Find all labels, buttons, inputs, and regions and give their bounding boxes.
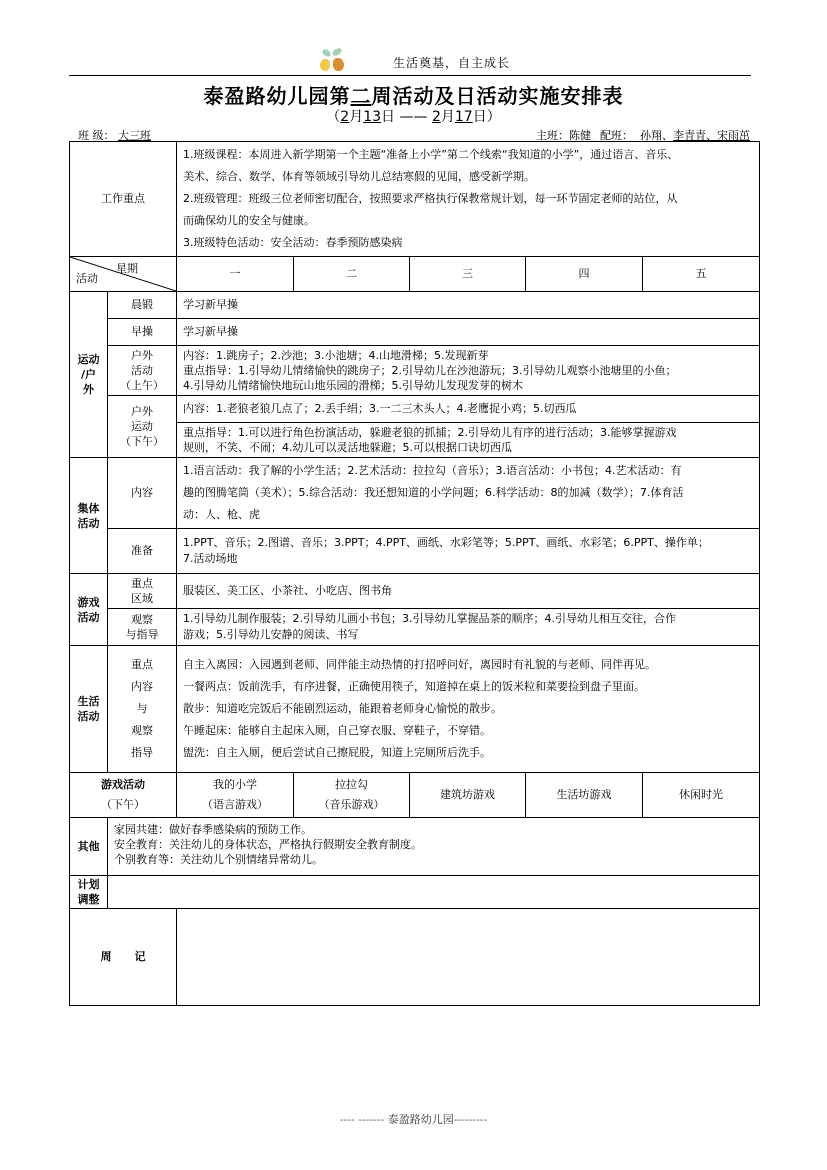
plan-adjust-label bbox=[70, 876, 108, 909]
others-row bbox=[70, 818, 760, 876]
label-line: （下午） bbox=[120, 435, 164, 448]
label-line: 生活 bbox=[77, 695, 100, 708]
header-logo bbox=[318, 44, 350, 74]
weekday-header-row bbox=[70, 257, 760, 292]
page-footer bbox=[0, 1111, 827, 1127]
outdoor-am-label bbox=[108, 346, 177, 396]
label-line: 集体 bbox=[77, 501, 100, 515]
plan-adjust-row bbox=[70, 876, 760, 909]
label-line: 活动 bbox=[77, 610, 100, 624]
work-focus-line: 3.班级特色活动：安全活动：春季预防感染病 bbox=[183, 236, 403, 249]
assistants-underlined: 李青青、宋雨茁 bbox=[673, 129, 750, 142]
morning-exercise-label: 晨锻 bbox=[108, 292, 177, 319]
work-focus-line: 美术、综合、数学、体育等领域引导幼儿总结寒假的见闻，感受新学期。 bbox=[183, 170, 535, 183]
game-observation-row bbox=[70, 609, 760, 646]
afternoon-game-thu: 生活坊游戏 bbox=[526, 773, 643, 818]
content-line: 自主入离园：入园遇到老师、同伴能主动热情的打招呼问好，离园时有礼貌的与老师、同伴再见。 bbox=[183, 658, 656, 671]
content-line: 1.引导幼儿制作服装；2.引导幼儿画小书包；3.引导幼儿掌握品茶的顺序；4.引导幼儿相互交往，合作 bbox=[183, 612, 676, 625]
content-line: 4.引导幼儿情绪愉快地玩山地乐园的滑梯；5.引导幼儿发现发芽的树木 bbox=[183, 379, 523, 392]
afternoon-games-row bbox=[70, 773, 760, 818]
game-type: （语言游戏） bbox=[202, 798, 268, 811]
weekly-notes-content[interactable] bbox=[177, 909, 760, 1006]
label-line: 内容 bbox=[131, 680, 153, 693]
group-content bbox=[177, 458, 760, 529]
footer-dash: --------- bbox=[453, 1113, 488, 1126]
teachers-info: 主班：陈健_ 配班： 孙翔、李青青、宋雨茁 bbox=[536, 129, 750, 142]
start-month: 2 bbox=[340, 109, 350, 125]
label-line: （下午） bbox=[101, 798, 145, 811]
content-line: 个别教育等：关注幼儿个别情绪异常幼儿。 bbox=[114, 853, 323, 866]
flower-logo-icon bbox=[318, 48, 350, 74]
head-teacher-label: 主班： bbox=[536, 129, 569, 142]
group-content-label: 内容 bbox=[108, 458, 177, 529]
group-content-row bbox=[70, 458, 760, 529]
label-line: 游戏活动 bbox=[101, 778, 145, 791]
afternoon-game-wed: 建筑坊游戏 bbox=[410, 773, 526, 818]
content-line: 一餐两点：饭前洗手，有序进餐，正确使用筷子，知道掉在桌上的饭米粒和菜要捡到盘子里面。 bbox=[183, 680, 645, 693]
content-line: 盥洗：自主入厕，便后尝试自己擦屁股，知道上完厕所后洗手。 bbox=[183, 746, 491, 759]
group-preparation-label: 准备 bbox=[108, 529, 177, 574]
afternoon-game-fri: 休闲时光 bbox=[643, 773, 760, 818]
game-observation bbox=[177, 609, 760, 646]
outdoor-pm-guidance bbox=[177, 423, 760, 458]
life-activity-row bbox=[70, 646, 760, 773]
content-line: 内容：1.跳房子；2.沙池；3.小池塘；4.山地滑梯；5.发现新芽 bbox=[183, 349, 489, 362]
header-divider bbox=[69, 75, 751, 76]
motto: 生活奠基，自主成长 bbox=[393, 56, 511, 70]
work-focus-line: 而确保幼儿的安全与健康。 bbox=[183, 214, 315, 227]
label-line: 活动 bbox=[77, 710, 100, 723]
morning-drill-value: 学习新早操 bbox=[177, 319, 760, 346]
content-line: 重点指导：1.可以进行角色扮演活动，躲避老狼的抓捕；2.引导幼儿有序的进行活动；3.能够掌握游戏 bbox=[183, 426, 677, 439]
content-line: 午睡起床：能够自主起床入厕，自己穿衣服、穿鞋子，不穿错。 bbox=[183, 724, 491, 737]
outdoor-pm-content: 内容：1.老狼老狼几点了；2.丢手绢；3.一二三木头人；4.老鹰捉小鸡；5.切西瓜 bbox=[177, 396, 760, 423]
group-preparation bbox=[177, 529, 760, 574]
content-line: 动：人、枪、虎 bbox=[183, 508, 260, 521]
morning-drill-label: 早操 bbox=[108, 319, 177, 346]
head-teacher: 陈健 bbox=[569, 129, 591, 142]
class-value: 大三班 bbox=[118, 129, 151, 142]
weekly-plan-table bbox=[69, 141, 760, 1006]
weekday-wed: 三 bbox=[410, 257, 526, 292]
content-line: 重点指导：1.引导幼儿情绪愉快的跳房子；2.引导幼儿在沙池游玩；3.引导幼儿观察小池塘里的小鱼； bbox=[183, 364, 677, 377]
date-sep: —— bbox=[395, 109, 432, 125]
morning-exercise-row bbox=[70, 292, 760, 319]
group-preparation-row bbox=[70, 529, 760, 574]
outdoor-pm-content-row bbox=[70, 396, 760, 423]
diag-label-weekday: 星期 bbox=[116, 262, 138, 275]
label-line: 指导 bbox=[131, 746, 153, 759]
label-line: 运动 bbox=[131, 420, 153, 433]
assistants-plain: 孙翔、 bbox=[640, 129, 673, 142]
game-name: 我的小学 bbox=[213, 778, 257, 791]
weekly-notes-row bbox=[70, 909, 760, 1006]
label-line: （上午） bbox=[120, 379, 164, 392]
outdoor-am-content bbox=[177, 346, 760, 396]
game-key-areas-row bbox=[70, 574, 760, 609]
assistant-label: 配班： bbox=[600, 129, 633, 142]
label-line: 户外 bbox=[131, 405, 153, 418]
label-line: 计划 bbox=[77, 878, 100, 891]
footer-dash: ---- ------- bbox=[339, 1113, 385, 1126]
label-line: 与指导 bbox=[125, 628, 159, 641]
title-suffix: 周活动及日活动实施安排表 bbox=[371, 84, 624, 108]
weekday-fri: 五 bbox=[643, 257, 760, 292]
label-line: 游戏 bbox=[77, 595, 100, 609]
label-line: /户 bbox=[80, 368, 97, 381]
work-focus-line: 2.班级管理：班级三位老师密切配合，按照要求严格执行保教常规计划，每一环节固定老师的站位，从 bbox=[183, 192, 678, 205]
life-activity-label bbox=[70, 646, 108, 773]
work-focus-content bbox=[177, 142, 760, 257]
game-key-areas: 服装区、美工区、小茶社、小吃店、图书角 bbox=[177, 574, 760, 609]
label-line: 活动 bbox=[131, 364, 153, 377]
life-activity-content bbox=[177, 646, 760, 773]
month-char: 月 bbox=[349, 109, 364, 125]
content-line: 家园共建：做好春季感染病的预防工作。 bbox=[114, 823, 312, 836]
weekday-tue: 二 bbox=[294, 257, 410, 292]
label-line: 观察 bbox=[131, 724, 153, 737]
class-label: 班 级： bbox=[78, 129, 115, 142]
game-type: （音乐游戏） bbox=[318, 798, 385, 811]
work-focus-row bbox=[70, 142, 760, 257]
morning-drill-row bbox=[70, 319, 760, 346]
game-key-areas-label bbox=[108, 574, 177, 609]
label-line: 户外 bbox=[131, 349, 153, 362]
plan-adjust-content[interactable] bbox=[108, 876, 760, 909]
outdoor-pm-label bbox=[108, 396, 177, 458]
weekday-thu: 四 bbox=[526, 257, 643, 292]
others-content bbox=[108, 818, 760, 876]
weekday-mon: 一 bbox=[177, 257, 294, 292]
label-line: 运动 bbox=[77, 353, 100, 366]
title-week: 二 bbox=[350, 84, 372, 108]
day-char: 日 bbox=[381, 109, 396, 125]
outdoor-am-row bbox=[70, 346, 760, 396]
label-line: 调整 bbox=[77, 893, 100, 906]
content-line: 安全教育：关注幼儿的身体状态，严格执行假期安全教育制度。 bbox=[114, 838, 422, 851]
content-line: 1.语言活动：我了解的小学生活；2.艺术活动：拉拉勾（音乐）；3.语言活动：小书包；4.艺术活动：有 bbox=[183, 464, 682, 477]
game-name: 拉拉勾 bbox=[335, 778, 368, 791]
label-line: 重点 bbox=[131, 658, 153, 671]
game-observation-label bbox=[108, 609, 177, 646]
label-line: 观察 bbox=[131, 613, 153, 626]
group-activity-label bbox=[70, 458, 108, 574]
content-line: 游戏；5.引导幼儿安静的阅读、书写 bbox=[183, 628, 359, 641]
diag-label-activity: 活动 bbox=[76, 272, 98, 285]
afternoon-game-tue bbox=[294, 773, 410, 818]
content-line: 规则，不笑、不闹；4.幼儿可以灵活地躲避；5.可以根据口诀切西瓜 bbox=[183, 441, 512, 454]
date-range bbox=[0, 106, 827, 126]
content-line: 散步：知道吃完饭后不能剧烈运动，能跟着老师身心愉悦的散步。 bbox=[183, 702, 502, 715]
page-title bbox=[0, 80, 827, 109]
end-month: 2 bbox=[431, 109, 441, 125]
work-focus-label: 工作重点 bbox=[70, 142, 177, 257]
weekly-notes-label: 周 记 bbox=[70, 909, 177, 1006]
afternoon-games-label bbox=[70, 773, 177, 818]
date-open: （ bbox=[326, 109, 341, 125]
sports-group-label bbox=[70, 292, 108, 458]
morning-exercise-value: 学习新早操 bbox=[177, 292, 760, 319]
content-line: 趣的图腾笔筒（美术）；5.综合活动：我还想知道的小学问题；6.科学活动：8的加减（数学）；7.体育活 bbox=[183, 486, 684, 499]
title-prefix: 泰盈路幼儿园第 bbox=[203, 84, 351, 108]
label-line: 与 bbox=[136, 702, 148, 715]
content-line: 1.PPT、音乐；2.图谱、音乐；3.PPT；4.PPT、画纸、水彩笔等；5.PPT、画纸、水彩笔；6.PPT、操作单； bbox=[183, 536, 709, 549]
start-day: 13 bbox=[363, 109, 382, 125]
afternoon-game-mon bbox=[177, 773, 294, 818]
label-line: 重点 bbox=[131, 577, 153, 590]
diagonal-header-cell bbox=[70, 257, 177, 292]
end-day: 17 bbox=[454, 109, 473, 125]
label-line: 区域 bbox=[131, 592, 153, 605]
others-label: 其他 bbox=[70, 818, 108, 876]
label-line: 活动 bbox=[77, 516, 100, 530]
label-line: 外 bbox=[83, 383, 94, 396]
content-line: 7.活动场地 bbox=[183, 552, 238, 565]
footer-text: 泰盈路幼儿园 bbox=[387, 1113, 454, 1126]
life-activity-sub-label bbox=[108, 646, 177, 773]
date-close: ） bbox=[486, 109, 501, 125]
game-activity-label bbox=[70, 574, 108, 646]
work-focus-line: 1.班级课程：本周进入新学期第一个主题“准备上小学”第二个线索“我知道的小学”，通过语言、音乐、 bbox=[183, 148, 679, 161]
month-char: 月 bbox=[440, 109, 455, 125]
day-char: 日 bbox=[472, 109, 487, 125]
